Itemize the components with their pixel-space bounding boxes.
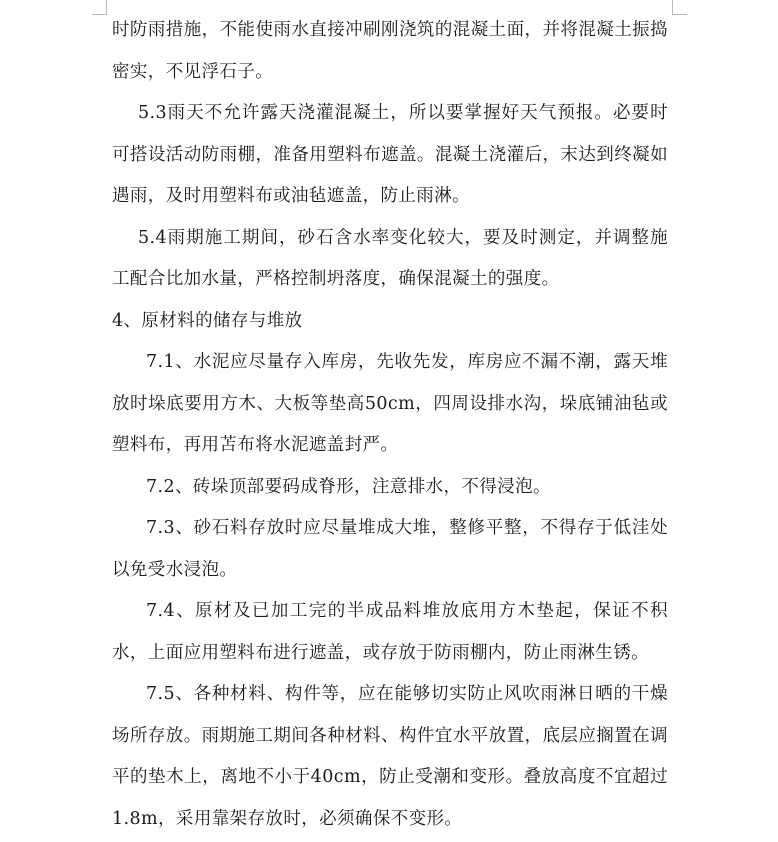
paragraph-7-1: 7.1、水泥应尽量存入库房，先收先发，库房应不漏不潮，露天堆放时垛底要用方木、大板等垫高50cm，四周设排水沟，垛底铺油毡或塑料布，再用苫布将水泥遮盖封严。 [112,352,668,455]
paragraph-7-5: 7.5、各种材料、构件等，应在能够切实防止风吹雨淋日晒的干燥场所存放。雨期施工期间各种材料、构件宜水平放置，底层应搁置在调平的垫木上，离地不小于40cm，防止受潮和变形。叠放高度不宜超过1.8m，采用靠架存放时，必须确保不变形。 [112,684,668,829]
paragraph-7-4: 7.4、原材及已加工完的半成品料堆放底用方木垫起，保证不积水，上面应用塑料布进行遮盖，或存放于防雨棚内，防止雨淋生锈。 [112,601,668,663]
section-heading-4: 4、原材料的储存与堆放 [112,310,303,331]
paragraph-7-3: 7.3、砂石料存放时应尽量堆成大堆，整修平整，不得存于低洼处以免受水浸泡。 [112,518,668,580]
paragraph-5-3: 5.3雨天不允许露天浇灌混凝土，所以要掌握好天气预报。必要时可搭设活动防雨棚，准备用塑料布遮盖。混凝土浇灌后，末达到终凝如遇雨，及时用塑料布或油毡遮盖，防止雨淋。 [112,103,668,206]
document-body[interactable] [112,10,668,840]
paragraph-5-4: 5.4雨期施工期间，砂石含水率变化较大，要及时测定，并调整施工配合比加水量，严格控制坍落度，确保混凝土的强度。 [112,227,668,289]
page-corner-mark-top-left [92,0,107,15]
paragraph-7-2: 7.2、砖垛顶部要码成脊形，注意排水，不得浸泡。 [146,476,551,497]
page-corner-mark-top-right [672,0,687,15]
paragraph-continuation: 时防雨措施，不能使雨水直接冲刷刚浇筑的混凝土面，并将混凝土振捣密实，不见浮石子。 [112,20,668,82]
